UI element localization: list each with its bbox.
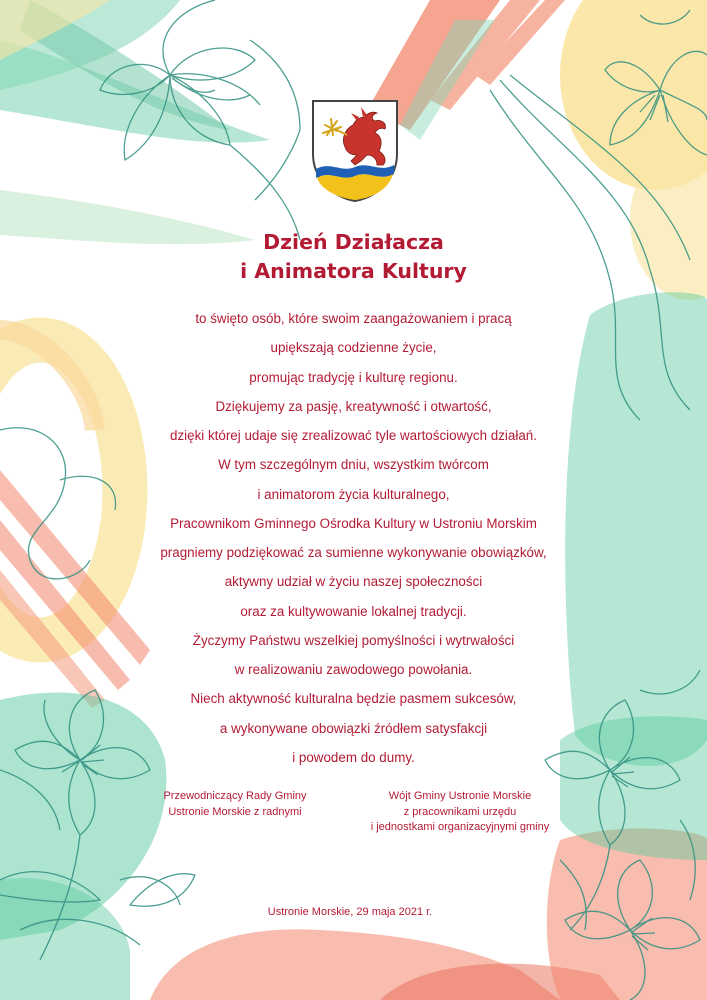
body-line: promując tradycję i kulturę regionu. xyxy=(249,369,458,385)
signature-line: z pracownikami urzędu xyxy=(403,805,517,818)
body-line: Życzymy Państwu wszelkiej pomyślności i wytrwałości xyxy=(192,632,515,648)
signature-mayor xyxy=(340,789,580,836)
top-right-yellow xyxy=(560,0,707,300)
signature-council xyxy=(120,789,350,820)
body-line: w realizowaniu zawodowego powołania. xyxy=(234,662,473,677)
signature-line: Przewodniczący Rady Gminy xyxy=(163,790,307,802)
signature-line: Wójt Gminy Ustronie Morskie xyxy=(388,790,532,802)
body-line: upiększają codzienne życie, xyxy=(270,340,437,356)
body-line: to święto osób, które swoim zaangażowaniem i pracą xyxy=(195,311,512,326)
body-line: aktywny udział w życiu naszej społeczności xyxy=(224,574,483,590)
body-line: pragniemy podziękować za sumienne wykonywanie obowiązków, xyxy=(160,545,547,560)
body-line: a wykonywane obowiązki źródłem satysfakcji xyxy=(219,720,488,736)
signature-line: i jednostkami organizacyjnymi gminy xyxy=(370,821,550,833)
page-title xyxy=(150,228,557,286)
top-left-leaves xyxy=(0,0,270,244)
title-line-2: i Animatora Kultury xyxy=(240,259,467,283)
body-text xyxy=(100,304,607,772)
body-line: Pracownikom Gminnego Ośrodka Kultury w Ustroniu Morskim xyxy=(170,515,537,531)
body-line: i powodem do dumy. xyxy=(292,749,415,765)
coat-of-arms-griffin-icon xyxy=(311,99,399,203)
body-line: W tym szczególnym dniu, wszystkim twórcom xyxy=(218,457,489,473)
title-line-1: Dzień Działacza xyxy=(263,230,444,254)
date-line: Ustronie Morskie, 29 maja 2021 r. xyxy=(267,906,433,918)
body-line: Dziękujemy za pasję, kreatywność i otwartość, xyxy=(215,398,492,414)
signature-line: Ustronie Morskie z radnymi xyxy=(168,805,302,818)
body-line: Niech aktywność kulturalna będzie pasmem sukcesów, xyxy=(190,691,517,707)
body-line: i animatorom życia kulturalnego, xyxy=(257,486,450,502)
body-line: oraz za kultywowanie lokalnej tradycji. xyxy=(240,603,467,619)
body-line: dzięki której udaje się zrealizować tyle wartościowych działań. xyxy=(170,428,537,443)
